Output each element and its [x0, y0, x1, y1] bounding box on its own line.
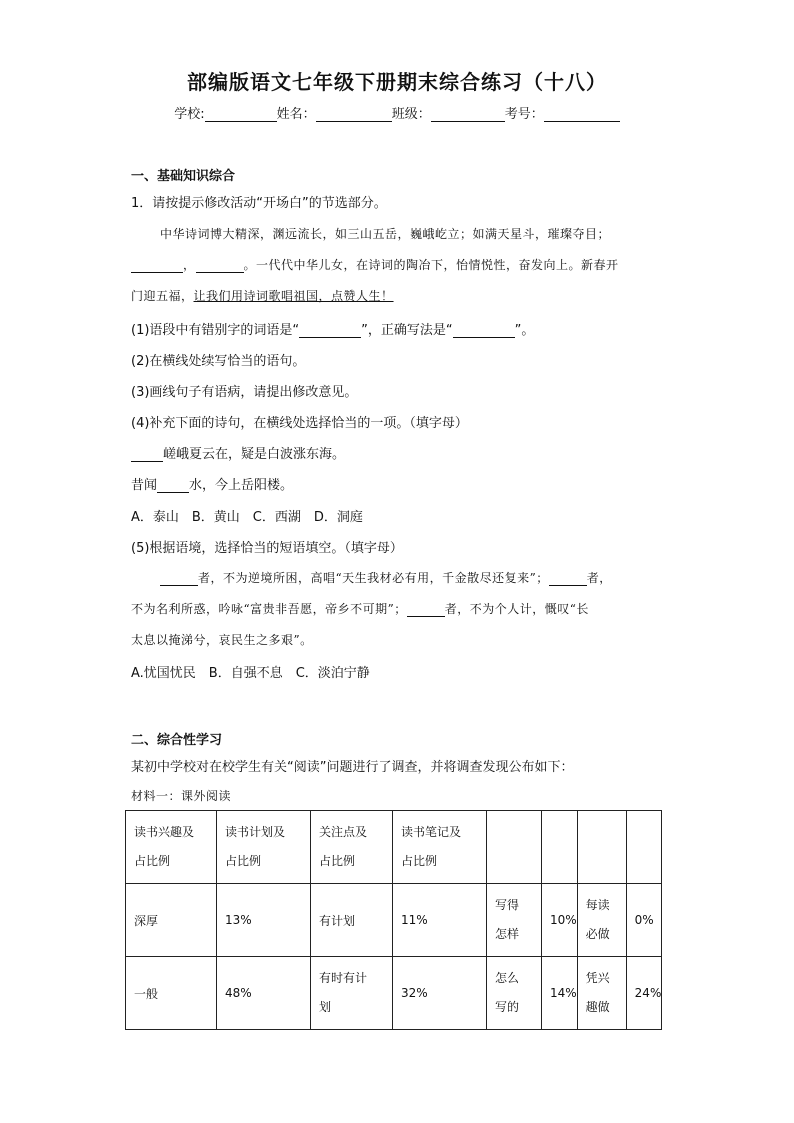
question-1-prompt: 1．请按提示修改活动“开场白”的节选部分。 — [131, 196, 387, 211]
poem-line-1-text: 嵯峨夏云在，疑是白波涨东海。 — [163, 447, 346, 462]
focus-text: 怎么 — [495, 971, 520, 985]
q5-line-1-text-a: 者，不为逆境所困，高唱“天生我材必有用，千金散尽还复来”； — [198, 571, 549, 585]
sub-question-4: (4)补充下面的诗句，在横线处选择恰当的一项。（填字母） — [131, 416, 468, 431]
interest-cell: 一般 — [126, 957, 217, 1030]
q5-line-2-text-a: 不为名利所惑，吟咏“富贵非吾愿，帝乡不可期”； — [131, 602, 407, 616]
note-text: 凭兴 — [585, 971, 610, 985]
underlined-sentence: 让我们用诗词歌唱祖国，点赞人生！ — [193, 289, 394, 303]
material-1-label: 材料一：课外阅读 — [131, 789, 232, 803]
passage-blank-2[interactable] — [196, 260, 244, 273]
section-2-intro: 某初中学校对在校学生有关“阅读”问题进行了调查，并将调查发现公布如下： — [131, 760, 574, 775]
poem-line-2-text-b: 水，今上岳阳楼。 — [189, 478, 294, 493]
table-empty-cell — [542, 811, 578, 884]
passage-line-3 — [131, 287, 394, 304]
sub-question-1-text-a: (1)语段中有错别字的词语是“ — [131, 323, 300, 338]
table-row — [126, 884, 662, 957]
poem-line-2-text-a: 昔闻 — [131, 478, 158, 493]
sub-question-1-text-c: ”。 — [514, 323, 535, 338]
note-text: 趣做 — [585, 1000, 610, 1014]
focus-cell — [487, 957, 542, 1030]
table-header-cell — [217, 811, 311, 884]
passage-blank-1[interactable] — [131, 260, 183, 273]
class-label: 班级： — [391, 107, 431, 122]
options-question-5: A.忧国忧民 B．自强不息 C．淡泊宁静 — [131, 666, 370, 681]
student-info-line — [0, 103, 794, 122]
note-pct-cell: 24% — [626, 957, 662, 1030]
note-pct-cell: 0% — [626, 884, 662, 957]
note-text: 必做 — [585, 927, 610, 941]
correct-word-blank[interactable] — [453, 325, 515, 338]
class-field[interactable] — [431, 107, 505, 122]
q5-passage-line-1 — [160, 569, 612, 586]
sub-question-2: (2)在横线处续写恰当的语句。 — [131, 354, 306, 369]
q5-passage-line-3: 太息以掩涕兮，哀民生之多艰”。 — [131, 633, 313, 647]
note-cell — [577, 957, 626, 1030]
header-text: 读书兴趣及 — [134, 825, 195, 839]
passage-line-1: 中华诗词博大精深，渊远流长，如三山五岳，巍峨屹立；如满天星斗，璀璨夺目； — [160, 227, 611, 241]
note-text: 每读 — [585, 898, 610, 912]
plan-text: 划 — [319, 1000, 332, 1014]
name-field[interactable] — [316, 107, 392, 122]
q5-blank-2[interactable] — [549, 573, 587, 586]
q5-blank-3[interactable] — [407, 604, 445, 617]
table-empty-cell — [626, 811, 662, 884]
section-2-heading: 二、综合性学习 — [131, 733, 223, 748]
poem-blank-1[interactable] — [131, 449, 163, 462]
q5-blank-1[interactable] — [160, 573, 198, 586]
table-header-row — [126, 811, 662, 884]
plan-pct-cell: 32% — [393, 957, 487, 1030]
sub-question-3: (3)画线句子有语病，请提出修改意见。 — [131, 385, 358, 400]
school-label: 学校: — [174, 107, 205, 122]
table-empty-cell — [487, 811, 542, 884]
table-row — [126, 957, 662, 1030]
wrong-word-blank[interactable] — [299, 325, 361, 338]
header-text: 读书计划及 — [225, 825, 286, 839]
header-text: 占比例 — [401, 854, 438, 868]
header-text: 关注点及 — [319, 825, 368, 839]
poem-blank-2[interactable] — [157, 480, 189, 493]
q5-passage-line-2 — [131, 600, 589, 617]
header-text: 占比例 — [225, 854, 262, 868]
focus-pct-cell: 10% — [542, 884, 578, 957]
interest-cell: 深厚 — [126, 884, 217, 957]
page-title: 部编版语文七年级下册期末综合练习（十八） — [187, 70, 607, 94]
passage-line-2-text: 。一代代中华儿女，在诗词的陶冶下，怡情悦性，奋发向上。新春开 — [243, 258, 619, 272]
q5-line-1-text-b: 者， — [586, 571, 612, 585]
header-text: 占比例 — [319, 854, 356, 868]
focus-text: 怎样 — [495, 927, 520, 941]
table-header-cell — [393, 811, 487, 884]
note-cell — [577, 884, 626, 957]
exam-no-label: 考号： — [504, 107, 544, 122]
header-text: 读书笔记及 — [401, 825, 462, 839]
poem-line-2 — [131, 474, 293, 493]
header-text: 占比例 — [134, 854, 171, 868]
table-header-cell — [311, 811, 393, 884]
plan-pct-cell: 11% — [393, 884, 487, 957]
sub-question-1-text-b: ”，正确写法是“ — [361, 323, 453, 338]
section-1-heading: 一、基础知识综合 — [131, 169, 236, 184]
school-field[interactable] — [205, 107, 277, 122]
interest-pct-cell: 13% — [217, 884, 311, 957]
focus-text: 写的 — [495, 1000, 520, 1014]
passage-comma: ， — [183, 258, 196, 272]
plan-cell — [311, 957, 393, 1030]
survey-table — [125, 810, 662, 1030]
sub-question-1 — [131, 319, 534, 338]
plan-cell: 有计划 — [311, 884, 393, 957]
options-question-4: A．泰山 B．黄山 C．西湖 D．洞庭 — [131, 510, 363, 525]
focus-cell — [487, 884, 542, 957]
focus-pct-cell: 14% — [542, 957, 578, 1030]
q5-line-2-text-b: 者，不为个人计，慨叹“长 — [444, 602, 589, 616]
plan-text: 有时有计 — [319, 971, 368, 985]
passage-line-3-text: 门迎五福， — [131, 289, 194, 303]
table-empty-cell — [577, 811, 626, 884]
focus-text: 写得 — [495, 898, 520, 912]
exam-no-field[interactable] — [544, 107, 620, 122]
sub-question-5: (5)根据语境，选择恰当的短语填空。（填字母） — [131, 541, 403, 556]
name-label: 姓名： — [276, 107, 316, 122]
poem-line-1 — [131, 443, 345, 462]
passage-line-2 — [131, 256, 619, 273]
table-header-cell — [126, 811, 217, 884]
interest-pct-cell: 48% — [217, 957, 311, 1030]
